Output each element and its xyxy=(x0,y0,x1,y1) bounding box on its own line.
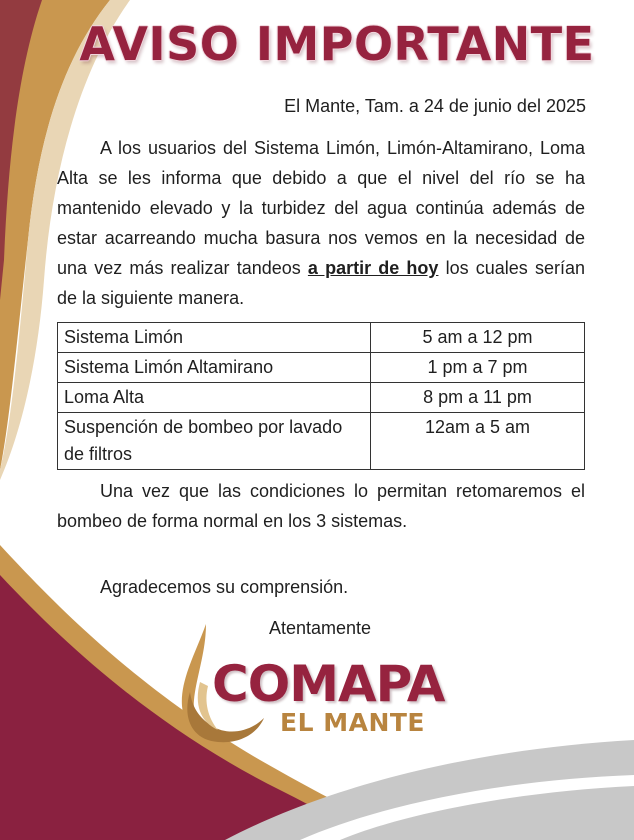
closing-line: Atentamente xyxy=(268,618,372,638)
table-row xyxy=(58,353,585,383)
system-cell: Suspención de bombeo por lavado de filtros xyxy=(58,413,371,470)
date-line: El Mante, Tam. a 24 de junio del 2025 xyxy=(284,96,586,116)
intro-paragraph xyxy=(57,133,585,313)
system-cell: Sistema Limón Altamirano xyxy=(58,353,371,383)
system-cell: Sistema Limón xyxy=(58,323,371,353)
logo-subtitle: EL MANTE xyxy=(280,708,425,737)
comapa-logo xyxy=(178,622,488,752)
intro-text-end: los cuales serían de la siguiente manera. xyxy=(57,258,585,308)
conditions-paragraph: Una vez que las condiciones lo permitan retomaremos el bombeo de forma normal en los 3 sistemas. xyxy=(57,481,585,531)
logo-name: COMAPA xyxy=(212,655,445,713)
hours-cell: 8 pm a 11 pm xyxy=(371,383,585,413)
table-row xyxy=(58,383,585,413)
hours-cell: 5 am a 12 pm xyxy=(371,323,585,353)
intro-text: A los usuarios del Sistema Limón, Limón-Altamirano, Loma Alta se les informa que debido a que el nivel del río se ha mantenido elevado y la turbidez del agua continúa además de estar acarreando mucha basura nos vemos en la necesidad de una vez más realizar tandeos xyxy=(57,138,585,278)
table-row xyxy=(58,413,585,470)
schedule-table xyxy=(57,322,585,470)
thanks-line: Agradecemos su comprensión. xyxy=(100,577,349,597)
system-cell: Loma Alta xyxy=(58,383,371,413)
notice-title: AVISO IMPORTANTE xyxy=(79,17,595,71)
hours-cell: 1 pm a 7 pm xyxy=(371,353,585,383)
table-row xyxy=(58,323,585,353)
intro-highlight: a partir de hoy xyxy=(307,258,439,278)
hours-cell: 12am a 5 am xyxy=(371,413,585,470)
